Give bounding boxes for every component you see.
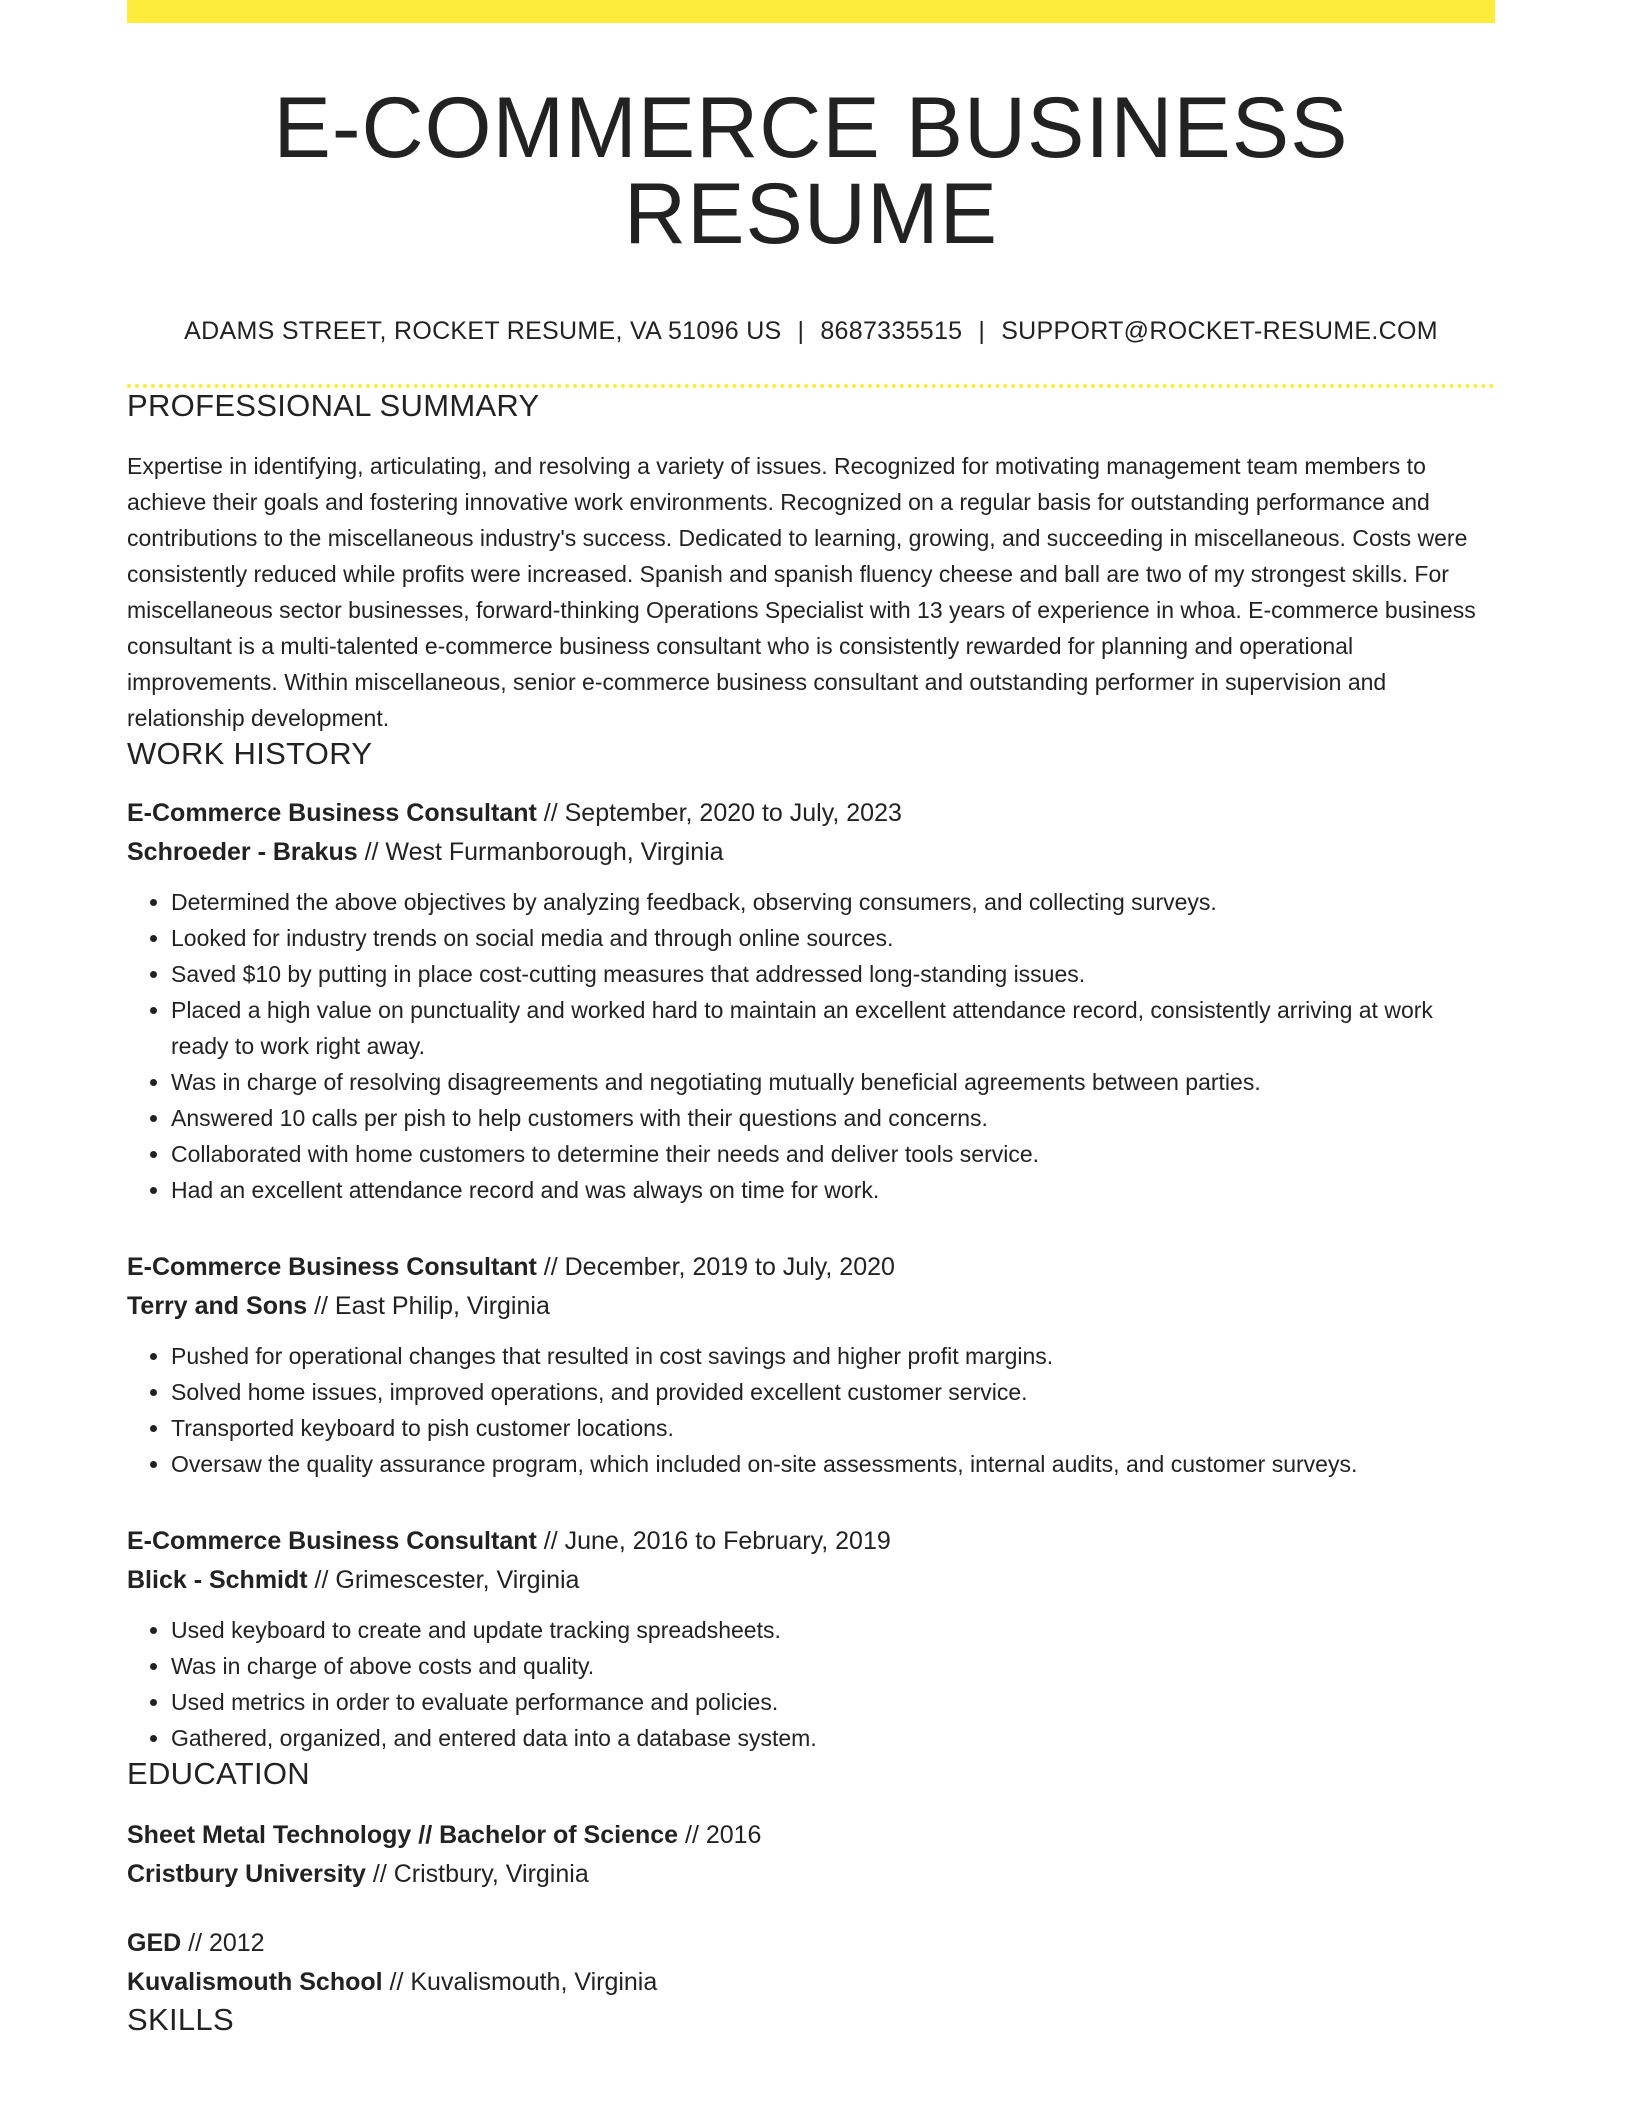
job-entry	[127, 1522, 1495, 1756]
education-degree: GED	[127, 1929, 182, 1957]
job-title-line	[127, 794, 1495, 833]
duty-item: • Had an excellent attendance record and was always on time for work.	[171, 1172, 1495, 1208]
education-year: // 2012	[181, 1929, 265, 1957]
education-location: // Cristbury, Virginia	[365, 1860, 589, 1888]
job-dates: // December, 2019 to July, 2020	[536, 1253, 895, 1281]
education-school: Kuvalismouth School	[127, 1968, 383, 1996]
contact-email: SUPPORT@ROCKET-RESUME.COM	[1001, 317, 1438, 345]
duty-item: • Determined the above objectives by analyzing feedback, observing consumers, and collecting surveys.	[171, 884, 1495, 920]
duty-item: • Gathered, organized, and entered data into a database system.	[171, 1720, 1495, 1756]
contact-address: ADAMS STREET, ROCKET RESUME, VA 51096 US	[184, 317, 782, 345]
job-duties	[127, 1338, 1495, 1482]
education-school: Cristbury University	[127, 1860, 366, 1888]
duty-item: • Answered 10 calls per pish to help customers with their questions and concerns.	[171, 1100, 1495, 1136]
job-title-line	[127, 1248, 1495, 1287]
summary-heading: PROFESSIONAL SUMMARY	[127, 388, 540, 423]
job-entry	[127, 794, 1495, 1208]
job-company-line	[127, 1287, 1495, 1326]
education-entry	[127, 1924, 1495, 2002]
work-history-heading: WORK HISTORY	[127, 736, 373, 771]
contact-phone: 8687335515	[820, 317, 963, 345]
duty-item: • Placed a high value on punctuality and worked hard to maintain an excellent attendance record, consistently arriving at work ready to work right away.	[171, 992, 1495, 1064]
duty-item: • Saved $10 by putting in place cost-cutting measures that addressed long-standing issues.	[171, 956, 1495, 992]
duty-item: • Was in charge of above costs and quality.	[171, 1648, 1495, 1684]
duty-item: • Transported keyboard to pish customer locations.	[171, 1410, 1495, 1446]
job-title-line	[127, 1522, 1495, 1561]
contact-separator: |	[978, 317, 986, 345]
duty-item: • Oversaw the quality assurance program, which included on-site assessments, internal audits, and customer surveys.	[171, 1446, 1495, 1482]
education-school-line	[127, 1963, 1495, 2002]
duty-item: • Used keyboard to create and update tracking spreadsheets.	[171, 1612, 1495, 1648]
duty-item: • Pushed for operational changes that resulted in cost savings and higher profit margins.	[171, 1338, 1495, 1374]
job-title: E-Commerce Business Consultant	[127, 1253, 537, 1281]
contact-line	[127, 317, 1495, 346]
job-company: Blick - Schmidt	[127, 1566, 308, 1594]
resume-title: E-COMMERCE BUSINESS RESUME	[273, 80, 1349, 262]
skills-heading: SKILLS	[127, 2002, 234, 2037]
job-title: E-Commerce Business Consultant	[127, 1527, 537, 1555]
education-entry	[127, 1816, 1495, 1894]
job-duties	[127, 1612, 1495, 1756]
job-company-line	[127, 1561, 1495, 1600]
job-location: // West Furmanborough, Virginia	[357, 838, 724, 866]
education-year: // 2016	[678, 1821, 762, 1849]
duty-item: • Looked for industry trends on social media and through online sources.	[171, 920, 1495, 956]
contact-separator: |	[797, 317, 805, 345]
resume-content	[127, 0, 1495, 2038]
education-degree-line	[127, 1816, 1495, 1855]
job-company: Schroeder - Brakus	[127, 838, 358, 866]
summary-text: Expertise in identifying, articulating, and resolving a variety of issues. Recognized for motivating management team members to achieve their goals and fostering innovative work environments. Recognized on a regular basis for outstanding performance and contributions to the miscellaneous industry's success. Dedicated to learning, growing, and succeeding in miscellaneous. Costs were consistently reduced while profits were increased. Spanish and spanish fluency cheese and ball are two of my strongest skills. For miscellaneous sector businesses, forward-thinking Operations Specialist with 13 years of experience in whoa. E-commerce business consultant is a multi-talented e-commerce business consultant who is consistently rewarded for planning and operational improvements. Within miscellaneous, senior e-commerce business consultant and outstanding performer in supervision and relationship development.	[127, 453, 1476, 731]
job-entry	[127, 1248, 1495, 1482]
education-heading: EDUCATION	[127, 1756, 310, 1791]
job-dates: // September, 2020 to July, 2023	[536, 799, 902, 827]
top-accent-bar	[127, 0, 1495, 23]
education-location: // Kuvalismouth, Virginia	[382, 1968, 658, 1996]
education-school-line	[127, 1855, 1495, 1894]
job-company: Terry and Sons	[127, 1292, 308, 1320]
education-degree: Sheet Metal Technology // Bachelor of Science	[127, 1821, 679, 1849]
job-duties	[127, 884, 1495, 1208]
duty-item: • Collaborated with home customers to determine their needs and deliver tools service.	[171, 1136, 1495, 1172]
job-company-line	[127, 833, 1495, 872]
duty-item: • Used metrics in order to evaluate performance and policies.	[171, 1684, 1495, 1720]
job-location: // Grimescester, Virginia	[307, 1566, 580, 1594]
job-dates: // June, 2016 to February, 2019	[536, 1527, 891, 1555]
duty-item: • Solved home issues, improved operations, and provided excellent customer service.	[171, 1374, 1495, 1410]
job-location: // East Philip, Virginia	[307, 1292, 550, 1320]
education-degree-line	[127, 1924, 1495, 1963]
job-title: E-Commerce Business Consultant	[127, 799, 537, 827]
duty-item: • Was in charge of resolving disagreements and negotiating mutually beneficial agreements between parties.	[171, 1064, 1495, 1100]
